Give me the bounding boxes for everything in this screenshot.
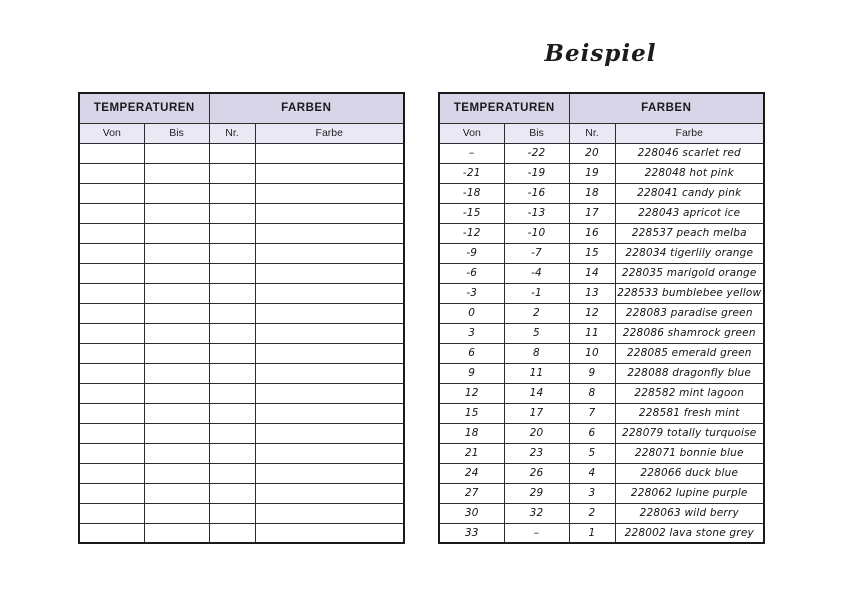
table-row (79, 463, 404, 483)
table-row (439, 263, 764, 283)
table-row (439, 283, 764, 303)
example-column-farbe: Farbe (615, 123, 764, 143)
cell-farbe: 228071 bonnie blue (615, 443, 764, 463)
table-row (79, 343, 404, 363)
cell-von (79, 183, 144, 203)
table-row (79, 403, 404, 423)
blank-column-farbe: Farbe (255, 123, 404, 143)
page-title: Beispiel (544, 40, 657, 67)
cell-von (79, 423, 144, 443)
table-row (439, 203, 764, 223)
cell-nr: 8 (569, 383, 615, 403)
cell-farbe (255, 143, 404, 163)
cell-nr (209, 523, 255, 543)
table-row (439, 383, 764, 403)
cell-farbe (255, 383, 404, 403)
cell-von (79, 143, 144, 163)
cell-bis: – (504, 523, 569, 543)
cell-bis (144, 403, 209, 423)
blank-column-nr: Nr. (209, 123, 255, 143)
cell-bis: -22 (504, 143, 569, 163)
cell-nr (209, 483, 255, 503)
cell-farbe (255, 323, 404, 343)
cell-farbe: 228035 marigold orange (615, 263, 764, 283)
cell-von (79, 443, 144, 463)
cell-von: 0 (439, 303, 504, 323)
cell-farbe: 228048 hot pink (615, 163, 764, 183)
cell-bis (144, 263, 209, 283)
cell-von: 12 (439, 383, 504, 403)
cell-nr: 2 (569, 503, 615, 523)
table-row (439, 303, 764, 323)
cell-von (79, 303, 144, 323)
blank-column-bis: Bis (144, 123, 209, 143)
cell-farbe: 228581 fresh mint (615, 403, 764, 423)
cell-farbe: 228083 paradise green (615, 303, 764, 323)
cell-nr: 17 (569, 203, 615, 223)
table-row (439, 183, 764, 203)
example-temperature-color-table (438, 92, 765, 544)
cell-farbe (255, 463, 404, 483)
blank-colors-header: FARBEN (209, 93, 404, 123)
cell-nr: 15 (569, 243, 615, 263)
cell-bis (144, 163, 209, 183)
cell-farbe (255, 223, 404, 243)
cell-nr (209, 243, 255, 263)
cell-von: 6 (439, 343, 504, 363)
cell-farbe (255, 243, 404, 263)
cell-nr: 5 (569, 443, 615, 463)
cell-nr (209, 403, 255, 423)
cell-von (79, 383, 144, 403)
cell-farbe (255, 423, 404, 443)
cell-bis (144, 323, 209, 343)
cell-farbe: 228079 totally turquoise (615, 423, 764, 443)
cell-bis (144, 203, 209, 223)
cell-farbe: 228041 candy pink (615, 183, 764, 203)
table-row (439, 223, 764, 243)
cell-bis (144, 423, 209, 443)
cell-farbe (255, 403, 404, 423)
table-row (79, 283, 404, 303)
cell-nr (209, 263, 255, 283)
cell-farbe: 228086 shamrock green (615, 323, 764, 343)
cell-farbe (255, 283, 404, 303)
cell-farbe (255, 483, 404, 503)
cell-von: 27 (439, 483, 504, 503)
cell-von (79, 463, 144, 483)
cell-farbe (255, 263, 404, 283)
cell-von (79, 363, 144, 383)
cell-von (79, 203, 144, 223)
table-row (439, 423, 764, 443)
cell-bis: 8 (504, 343, 569, 363)
cell-bis: 14 (504, 383, 569, 403)
table-row (79, 163, 404, 183)
example-table-header-row (439, 93, 764, 123)
cell-bis (144, 243, 209, 263)
cell-bis (144, 523, 209, 543)
table-row (439, 463, 764, 483)
cell-farbe: 228582 mint lagoon (615, 383, 764, 403)
cell-farbe: 228002 lava stone grey (615, 523, 764, 543)
cell-nr: 10 (569, 343, 615, 363)
cell-bis: -19 (504, 163, 569, 183)
table-row (79, 223, 404, 243)
cell-bis (144, 383, 209, 403)
blank-column-von: Von (79, 123, 144, 143)
cell-von: 18 (439, 423, 504, 443)
cell-bis (144, 503, 209, 523)
cell-von: 33 (439, 523, 504, 543)
cell-von: -6 (439, 263, 504, 283)
cell-nr: 20 (569, 143, 615, 163)
cell-bis: -10 (504, 223, 569, 243)
cell-nr: 4 (569, 463, 615, 483)
cell-nr: 7 (569, 403, 615, 423)
cell-bis: 2 (504, 303, 569, 323)
cell-nr (209, 283, 255, 303)
cell-von (79, 243, 144, 263)
cell-nr (209, 323, 255, 343)
cell-nr: 13 (569, 283, 615, 303)
table-row (79, 243, 404, 263)
cell-von: -3 (439, 283, 504, 303)
table-row (79, 503, 404, 523)
cell-nr (209, 223, 255, 243)
cell-nr: 11 (569, 323, 615, 343)
cell-nr (209, 343, 255, 363)
cell-farbe: 228088 dragonfly blue (615, 363, 764, 383)
cell-farbe: 228066 duck blue (615, 463, 764, 483)
cell-von (79, 223, 144, 243)
blank-table-subheader-row (79, 123, 404, 143)
cell-bis: 29 (504, 483, 569, 503)
example-table-body (439, 143, 764, 543)
cell-von: 21 (439, 443, 504, 463)
cell-bis (144, 363, 209, 383)
cell-von: – (439, 143, 504, 163)
table-row (79, 203, 404, 223)
table-row (439, 403, 764, 423)
cell-bis: -4 (504, 263, 569, 283)
cell-farbe (255, 183, 404, 203)
cell-bis: 11 (504, 363, 569, 383)
cell-bis: -16 (504, 183, 569, 203)
cell-von: 30 (439, 503, 504, 523)
table-row (79, 483, 404, 503)
cell-farbe (255, 303, 404, 323)
cell-von (79, 523, 144, 543)
cell-bis: 26 (504, 463, 569, 483)
cell-von (79, 343, 144, 363)
cell-von (79, 503, 144, 523)
cell-bis (144, 483, 209, 503)
table-row (439, 143, 764, 163)
table-row (439, 483, 764, 503)
example-column-von: Von (439, 123, 504, 143)
example-colors-header: FARBEN (569, 93, 764, 123)
cell-bis: 5 (504, 323, 569, 343)
table-row (439, 323, 764, 343)
cell-von: -15 (439, 203, 504, 223)
example-column-bis: Bis (504, 123, 569, 143)
cell-bis: -13 (504, 203, 569, 223)
table-row (79, 363, 404, 383)
cell-bis (144, 183, 209, 203)
cell-bis (144, 463, 209, 483)
cell-nr (209, 383, 255, 403)
blank-temperatures-header: TEMPERATUREN (79, 93, 209, 123)
cell-farbe: 228085 emerald green (615, 343, 764, 363)
cell-farbe (255, 503, 404, 523)
table-row (79, 143, 404, 163)
cell-von: 15 (439, 403, 504, 423)
cell-farbe: 228533 bumblebee yellow (615, 283, 764, 303)
cell-nr (209, 363, 255, 383)
cell-farbe: 228043 apricot ice (615, 203, 764, 223)
cell-nr (209, 203, 255, 223)
cell-nr (209, 163, 255, 183)
cell-farbe: 228063 wild berry (615, 503, 764, 523)
table-row (439, 443, 764, 463)
cell-bis (144, 303, 209, 323)
cell-von: -18 (439, 183, 504, 203)
cell-bis: -1 (504, 283, 569, 303)
cell-bis (144, 223, 209, 243)
cell-nr (209, 143, 255, 163)
cell-von (79, 403, 144, 423)
cell-von: 3 (439, 323, 504, 343)
table-row (79, 383, 404, 403)
cell-bis: 23 (504, 443, 569, 463)
cell-von (79, 283, 144, 303)
cell-farbe: 228062 lupine purple (615, 483, 764, 503)
cell-nr: 9 (569, 363, 615, 383)
example-table-subheader-row (439, 123, 764, 143)
cell-farbe (255, 163, 404, 183)
cell-von (79, 323, 144, 343)
table-row (439, 363, 764, 383)
blank-temperature-color-table (78, 92, 405, 544)
cell-bis: 17 (504, 403, 569, 423)
cell-nr: 18 (569, 183, 615, 203)
cell-nr: 1 (569, 523, 615, 543)
cell-von: -12 (439, 223, 504, 243)
cell-nr: 3 (569, 483, 615, 503)
blank-table-header-row (79, 93, 404, 123)
blank-table-body (79, 143, 404, 543)
example-temperatures-header: TEMPERATUREN (439, 93, 569, 123)
cell-bis: 20 (504, 423, 569, 443)
cell-farbe: 228034 tigerlily orange (615, 243, 764, 263)
table-row (79, 303, 404, 323)
cell-farbe (255, 343, 404, 363)
table-row (439, 163, 764, 183)
cell-von: 24 (439, 463, 504, 483)
cell-von: -21 (439, 163, 504, 183)
cell-nr: 14 (569, 263, 615, 283)
cell-von (79, 263, 144, 283)
cell-bis: -7 (504, 243, 569, 263)
cell-farbe (255, 203, 404, 223)
cell-nr: 6 (569, 423, 615, 443)
table-row (79, 523, 404, 543)
cell-nr (209, 463, 255, 483)
cell-von: 9 (439, 363, 504, 383)
cell-bis (144, 443, 209, 463)
cell-nr: 16 (569, 223, 615, 243)
cell-farbe (255, 443, 404, 463)
table-row (439, 243, 764, 263)
cell-farbe (255, 363, 404, 383)
cell-von: -9 (439, 243, 504, 263)
cell-bis (144, 143, 209, 163)
cell-nr (209, 423, 255, 443)
table-row (439, 343, 764, 363)
cell-nr (209, 443, 255, 463)
cell-nr: 19 (569, 163, 615, 183)
table-row (439, 523, 764, 543)
cell-bis (144, 283, 209, 303)
cell-nr (209, 303, 255, 323)
table-row (79, 263, 404, 283)
cell-nr (209, 183, 255, 203)
table-row (79, 183, 404, 203)
cell-nr (209, 503, 255, 523)
cell-bis: 32 (504, 503, 569, 523)
table-row (79, 323, 404, 343)
example-column-nr: Nr. (569, 123, 615, 143)
cell-farbe: 228537 peach melba (615, 223, 764, 243)
table-row (439, 503, 764, 523)
cell-nr: 12 (569, 303, 615, 323)
cell-von (79, 163, 144, 183)
cell-bis (144, 343, 209, 363)
table-row (79, 443, 404, 463)
table-row (79, 423, 404, 443)
cell-farbe (255, 523, 404, 543)
cell-von (79, 483, 144, 503)
cell-farbe: 228046 scarlet red (615, 143, 764, 163)
